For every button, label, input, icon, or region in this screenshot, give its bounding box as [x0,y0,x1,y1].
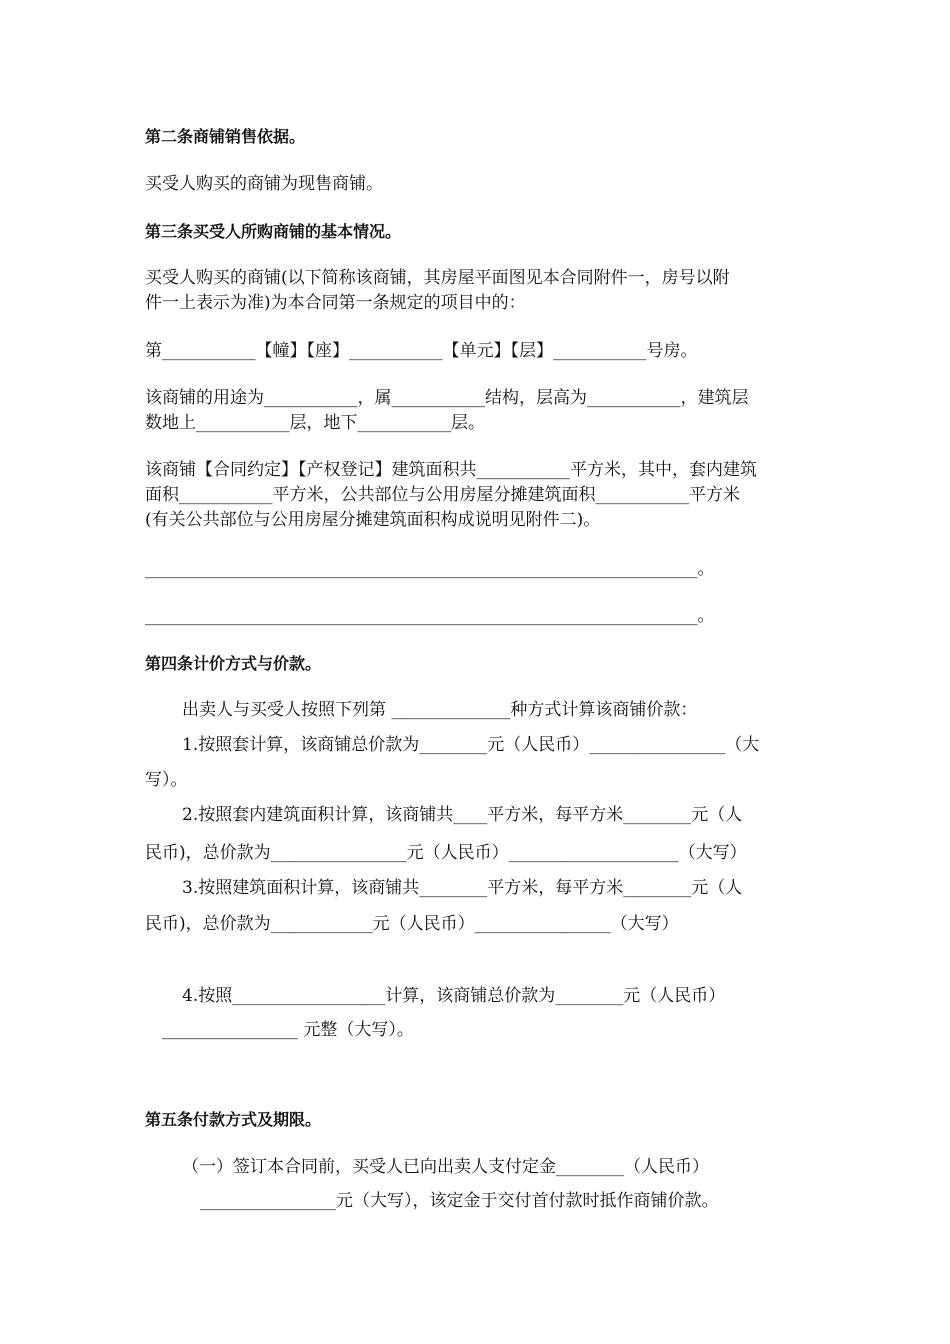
method-4-line-1: 4.按照__________________计算，该商铺总价款为________元（人民币） [182,986,726,1006]
article-3-blank-line-2: _________________________________________________________________。 [145,606,715,626]
method-2-line-2: 民币)，总价款为________________元（人民币）____________________（大写） [145,843,747,863]
article-3-area-line-1: 该商铺【合同约定】【产权登记】建筑面积共___________平方米，其中，套内建筑 [145,460,757,480]
article-4-heading: 第四条计价方式与价款。 [145,654,322,673]
article-4-intro: 出卖人与买受人按照下列第 ______________种方式计算该商铺价款： [182,700,698,720]
article-5-heading: 第五条付款方式及期限。 [145,1110,322,1129]
method-4-line-2: ________________ 元整（大写）。 [162,1020,414,1040]
method-3-line-1: 3.按照建筑面积计算，该商铺共________平方米，每平方米________元（人 [182,878,743,898]
article-3-room-line: 第___________【幢】【座】___________【单元】【层】___________号房。 [145,341,698,361]
method-2-line-1: 2.按照套内建筑面积计算，该商铺共____平方米，每平方米________元（人 [182,805,743,825]
article-2-body: 买受人购买的商铺为现售商铺。 [145,174,383,194]
article-3-paragraph-line-1: 买受人购买的商铺(以下简称该商铺，其房屋平面图见本合同附件一，房号以附 [145,268,730,288]
article-5-paragraph-line-2: ________________元（大写），该定金于交付首付款时抵作商铺价款。 [200,1191,719,1211]
method-3-line-2: 民币)，总价款为____________元（人民币）________________（大写） [145,914,679,934]
article-3-use-line-2: 数地上___________层，地下___________层。 [145,413,485,433]
article-3-blank-line-1: _________________________________________________________________。 [145,559,715,579]
article-2-heading: 第二条商铺销售依据。 [145,127,306,146]
method-1-line-2: 写）。 [145,770,188,790]
article-5-paragraph-line-1: （一）签订本合同前，买受人已向出卖人支付定金________（人民币） [182,1157,709,1177]
article-3-heading: 第三条买受人所购商铺的基本情况。 [145,222,402,241]
method-1-line-1: 1.按照套计算，该商铺总价款为________元（人民币）________________（大 [182,735,760,755]
article-3-area-line-3: (有关公共部位与公用房屋分摊建筑面积构成说明见附件二)。 [145,510,601,530]
article-3-area-line-2: 面积___________平方米，公共部位与公用房屋分摊建筑面积___________平方米 [145,485,740,505]
article-3-use-line-1: 该商铺的用途为___________，属___________结构，层高为___________，建筑层 [145,388,749,408]
article-3-paragraph-line-2: 件一上表示为准)为本合同第一条规定的项目中的： [145,293,526,313]
